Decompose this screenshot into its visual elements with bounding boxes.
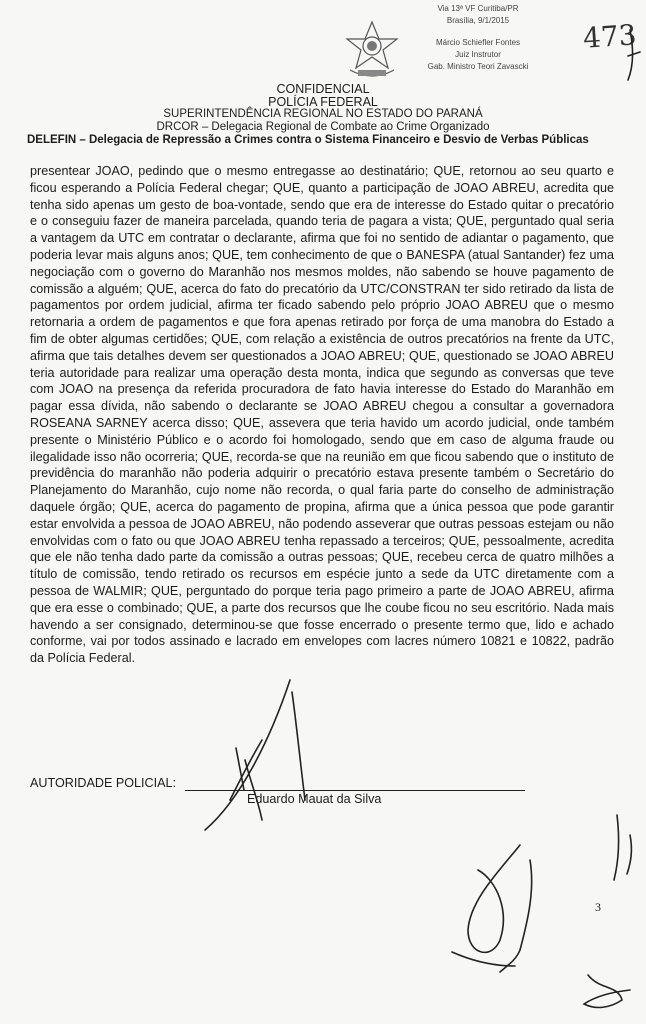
signature-line bbox=[185, 790, 525, 791]
testimony-paragraph: presentear JOAO, pedindo que o mesmo entregasse ao destinatário; QUE, retornou ao seu quarto e ficou esperando a Polícia Federal chegar; QUE, quanto a participação de JOAO ABREU, acredita que tenha sido apenas um gesto de boa-vontade, sendo que era de interesse do Estado quitar o precatório e o conseguiu fazer de maneira parcelada, quando teria de pagara a vista; QUE, perguntado qual seria a vantagem da UTC em contratar o declarante, afirma que foi no sentido de adiantar o pagamento, que poderia levar mais alguns anos; QUE, tem conhecimento de que o BANESPA (atual Santander) fez uma negociação com o governo do Maranhão nos mesmos moldes, não sabendo se houve pagamento de comissão a alguém; QUE, acerca do fato do precatório da UTC/CONSTRAN ter sido retirado da lista de pagamentos por ordem judicial, afirma ter ficado sabendo pelo próprio JOAO ABREU que o mesmo retornaria a ordem de pagamentos e que fora apenas retirado por força de uma manobra do Estado a fim de obter algumas certidões; QUE, com relação a existência de outros precatórios na frente da UTC, afirma que tais detalhes devem ser questionados a JOAO ABREU; QUE, questionado se JOAO ABREU teria autoridade para realizar uma operação desta monta, indica que segundo as conversas que teve com JOAO na presença da referida procuradora de fato havia interesse do Estado do Maranhão em pagar essa dívida, não sabendo o declarante se JOAO ABREU chegou a consultar a governadora ROSEANA SARNEY acerca disso; QUE, assevera que teria havido um acordo judicial, onde também presente o Ministério Público e o acordo foi homologado, sendo que em caso de alguma fraude ou ilegalidade isso não ocorreria; QUE, recorda-se que na reunião em que ficou sabendo que o instituto de previdência do maranhão não poderia adquirir o precatório estava presente também o Secretário do Planejamento do Maranhão, cujo nome não recorda, o qual faria parte do conselho de administração daquele órgão; QUE, acerca do pagamento de propina, afirma que a única pessoa que pode garantir estar envolvida a pessoa de JOAO ABREU, não podendo asseverar que outras pessoas estejam ou não envolvidas com o fato ou que JOAO ABREU tenha repassado a terceiros; QUE, pessoalmente, acredita que ele não tenha dado parte da comissão a outras pessoas; QUE, recebeu cerca de quatro milhões a título de comissão, tendo retirado os recursos em espécie junto a sede da UTC diretamente com a pessoa de WALMIR; QUE, perguntado do porque teria pago primeiro a parte de JOAO ABREU, afirma que era esse o combinado; QUE, a parte dos recursos que lhe coube ficou no seu escritório. Nada mais havendo a ser consignado, determinou-se que fosse encerrado o presente termo que, lido e achado conforme, vai por todos assinado e lacrado em envelopes com lacres número 10821 e 10822, padrão da Polícia Federal. bbox=[30, 164, 614, 666]
page-number: 3 bbox=[595, 900, 601, 914]
stamp-line-office: Gab. Ministro Teori Zavascki bbox=[427, 62, 529, 71]
signature-stroke-secondary bbox=[236, 748, 262, 820]
stamp-line-date: Brasília, 9/1/2015 bbox=[446, 16, 510, 25]
stamp-line-court: Via 13ª VF Curitiba/PR bbox=[437, 4, 519, 13]
court-stamp bbox=[408, 3, 548, 73]
header-delefin: DELEFIN – Delegacia de Repressão a Crimes contra o Sistema Financeiro e Desvio de Verbas Públicas bbox=[27, 134, 589, 146]
header-confidential: CONFIDENCIAL bbox=[276, 82, 370, 96]
rubric-bottom-right bbox=[584, 975, 630, 1007]
folio-handwritten: 473 bbox=[581, 18, 638, 55]
header-drcor: DRCOR – Delegacia Regional de Combate ao Crime Organizado bbox=[156, 120, 490, 133]
document-header bbox=[0, 83, 646, 147]
initials-stroke-1 bbox=[468, 845, 520, 952]
header-superintendency: SUPERINTENDÊNCIA REGIONAL NO ESTADO DO PARANÁ bbox=[163, 108, 483, 120]
stamp-line-role: Juiz Instrutor bbox=[455, 50, 501, 59]
testimony-body bbox=[30, 163, 614, 667]
signature-stroke-main bbox=[205, 680, 305, 830]
signatory-name: Eduardo Mauat da Silva bbox=[247, 792, 382, 806]
signature-label: AUTORIDADE POLICIAL: bbox=[30, 776, 177, 790]
margin-mark-right bbox=[614, 815, 631, 880]
header-agency: POLÍCIA FEDERAL bbox=[268, 94, 378, 109]
stamp-line-judge: Márcio Schiefler Fontes bbox=[435, 38, 521, 47]
initials-stroke-2 bbox=[452, 860, 532, 972]
